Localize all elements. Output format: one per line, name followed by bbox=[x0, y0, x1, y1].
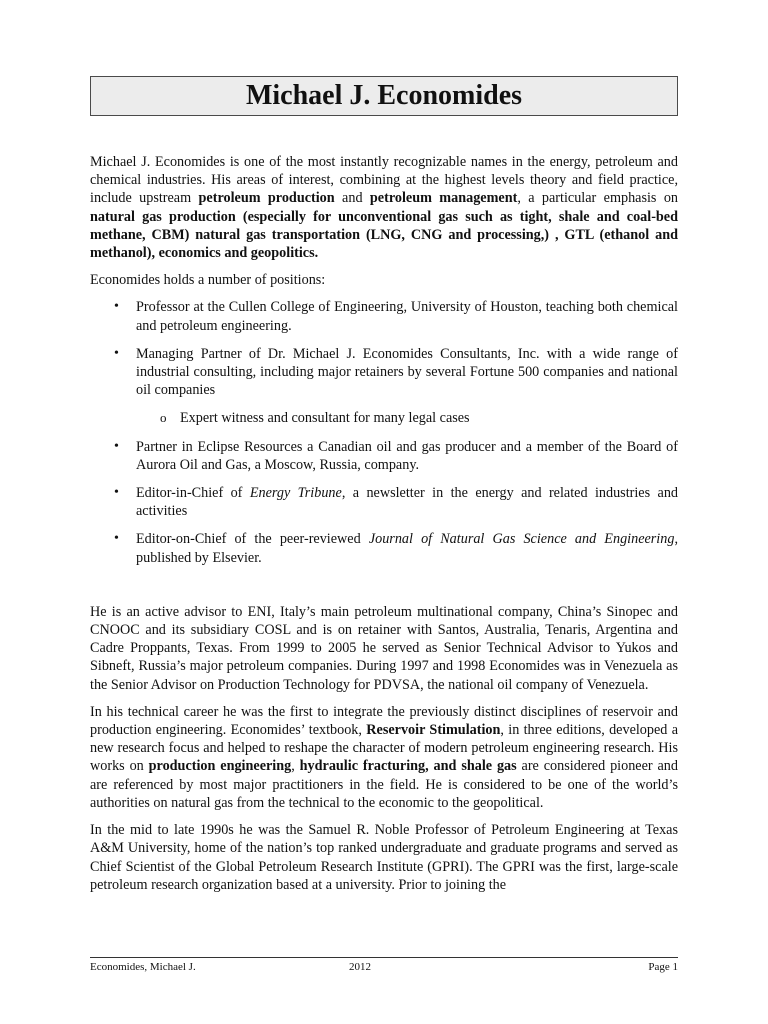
intro-bold-1: petroleum production bbox=[198, 190, 335, 207]
position-text: Editor-in-Chief of bbox=[136, 485, 250, 502]
textbook-title: Reservoir Stimulation bbox=[366, 722, 501, 739]
position-text: Editor-on-Chief of the peer-reviewed bbox=[136, 531, 369, 548]
career-text: are considered pioneer and are referenced by most major practitioners in the field. He is considered to be one of the world’s authorities on natural gas from the technical to the economic to the geopolitical. bbox=[90, 758, 678, 811]
footer-year: 2012 bbox=[349, 961, 371, 973]
intro-text-3: , a particular emphasis on bbox=[517, 190, 679, 207]
page-title: Michael J. Economides bbox=[245, 80, 523, 111]
intro-bold-2: petroleum management bbox=[369, 190, 518, 207]
position-text: Managing Partner of Dr. Michael J. Economides Consultants, Inc. with a wide range of industrial consulting, including major retainers by several Fortune 500 companies and national oil companies bbox=[136, 345, 678, 399]
bullet-icon: • bbox=[114, 438, 119, 454]
positions-list bbox=[90, 298, 678, 566]
sub-position-text: Expert witness and consultant for many legal cases bbox=[180, 410, 470, 427]
career-paragraph bbox=[90, 703, 678, 812]
intro-bold-3: natural gas production (especially for unconventional gas such as tight, shale and coal-bed methane, CBM) natural gas transportation (LNG, CNG and processing,) , GTL (ethanol and methanol), economics and geopolitics. bbox=[90, 208, 678, 262]
circle-bullet-icon: o bbox=[160, 410, 167, 426]
sub-list-item bbox=[136, 409, 678, 427]
list-item bbox=[90, 438, 678, 474]
position-text: Partner in Eclipse Resources a Canadian oil and gas producer and a member of the Board of Aurora Oil and Gas, a Moscow, Russia, company. bbox=[136, 438, 678, 473]
document-body bbox=[90, 153, 678, 903]
career-bold: hydraulic fracturing, and shale gas bbox=[299, 758, 517, 775]
journal-name: Journal of Natural Gas Science and Engineering bbox=[368, 531, 675, 548]
footer-author: Economides, Michael J. bbox=[90, 961, 196, 973]
position-text: , a newsletter in the energy and related industries and activities bbox=[136, 485, 679, 520]
career-text: , bbox=[291, 758, 300, 775]
list-item bbox=[90, 345, 678, 428]
sub-list bbox=[136, 409, 678, 427]
page-footer bbox=[90, 957, 678, 973]
career-bold: production engineering bbox=[148, 758, 292, 775]
bullet-icon: • bbox=[114, 299, 119, 315]
title-box bbox=[90, 76, 678, 116]
bullet-icon: • bbox=[114, 485, 119, 501]
list-item bbox=[90, 298, 678, 334]
advisor-paragraph: He is an active advisor to ENI, Italy’s main petroleum multinational company, China’s Sinopec and CNOOC and its subsidiary COSL and is on retainer with Santos, Australia, Tenaris, Argentina and Cadre Proppants, Texas. From 1999 to 2005 he served as Senior Technical Advisor to Yukos and Sibneft, Russia’s major petroleum companies. During 1997 and 1998 Economides was in Venezuela as the Senior Advisor on Production Technology for PDVSA, the national oil company of Venezuela. bbox=[90, 603, 678, 693]
positions-intro: Economides holds a number of positions: bbox=[90, 272, 326, 289]
footer-page-number: Page 1 bbox=[648, 961, 678, 973]
publication-name: Energy Tribune bbox=[249, 485, 342, 502]
list-item bbox=[90, 530, 678, 566]
intro-text-2: and bbox=[334, 190, 370, 207]
position-text: , published by Elsevier. bbox=[136, 531, 678, 566]
spacer bbox=[90, 577, 678, 603]
career-text: In his technical career he was the first to integrate the previously distinct disciplines of reservoir and production engineering. Economides’ textbook, bbox=[90, 703, 678, 739]
position-text: Professor at the Cullen College of Engineering, University of Houston, teaching both chemical and petroleum engineering. bbox=[136, 299, 678, 334]
tamu-paragraph: In the mid to late 1990s he was the Samuel R. Noble Professor of Petroleum Engineering at Texas A&M University, home of the nation’s top ranked undergraduate and graduate programs and served as Chief Scientist of the Global Petroleum Research Institute (GPRI). The GPRI was the first, large-scale petroleum research organization based at a university. Prior to joining the bbox=[90, 822, 678, 893]
intro-paragraph bbox=[90, 153, 678, 262]
career-text: , in three editions, developed a new research focus and helped to reshape the character of modern petroleum engineering research. His works on bbox=[90, 722, 679, 775]
intro-text-1: Michael J. Economides is one of the most instantly recognizable names in the energy, petroleum and chemical industries. His areas of interest, combining at the highest levels theory and field practice, include upstream bbox=[90, 154, 678, 207]
list-item bbox=[90, 484, 678, 520]
bullet-icon: • bbox=[114, 345, 119, 361]
bullet-icon: • bbox=[114, 531, 119, 547]
